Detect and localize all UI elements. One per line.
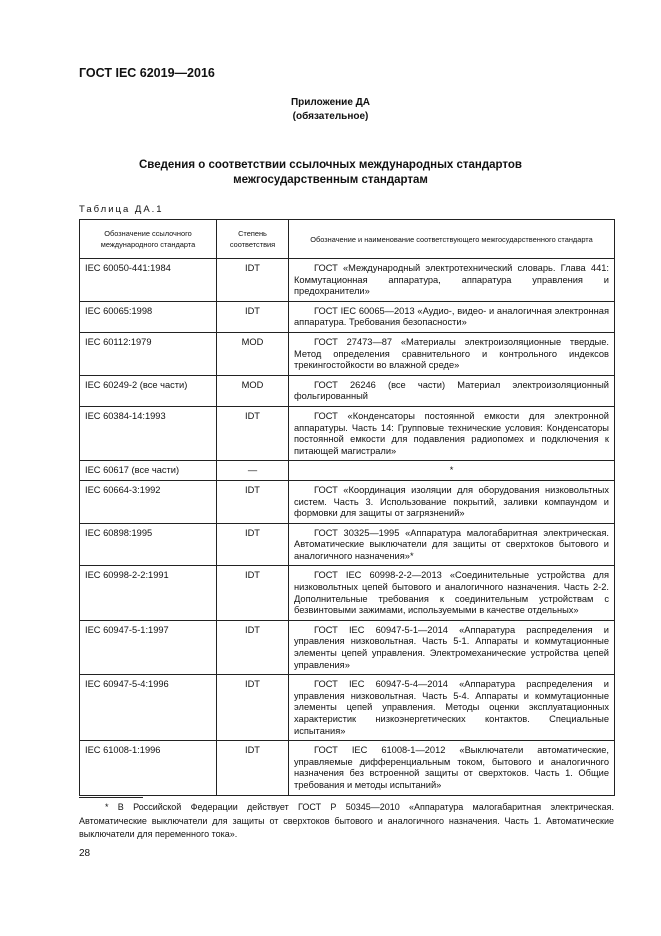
standard-text: ГОСТ IEC 61008-1—2012 «Выключатели автоматические, управляемые дифференциальным током, бытового и аналогичного назначения без встроенной защиты от сверхтоков. Часть 1. Общие требования и методы испытаний»	[294, 745, 609, 790]
degree-cell: IDT	[217, 259, 289, 302]
degree-cell: IDT	[217, 480, 289, 523]
reference-cell: IEC 61008-1:1996	[80, 741, 217, 795]
page-number: 28	[79, 848, 91, 859]
reference-cell: IEC 60249-2 (все части)	[80, 375, 217, 406]
reference-cell: IEC 60384-14:1993	[80, 406, 217, 460]
table-row	[80, 741, 615, 795]
standard-cell	[289, 301, 615, 332]
standard-cell: *	[289, 461, 615, 481]
table-row	[80, 375, 615, 406]
reference-cell: IEC 60947-5-4:1996	[80, 675, 217, 741]
table-caption: Таблица ДА.1	[79, 204, 164, 215]
reference-cell: IEC 60664-3:1992	[80, 480, 217, 523]
standard-text: ГОСТ «Международный электротехнический словарь. Глава 441: Коммутационная аппаратура, аппаратура управления и предохранители»	[294, 263, 609, 297]
standard-text: ГОСТ 27473—87 «Материалы электроизоляционные твердые. Метод определения сравнительного и контрольного индексов трекингостойкости во влажной среде»	[294, 336, 609, 371]
footnote: * В Российской Федерации действует ГОСТ Р 50345—2010 «Аппаратура малогабаритная электрическая. Автоматические выключатели для защиты от сверхтоков бытового и аналогичного назначения. Часть 1. Автоматические выключатели для переменного тока».	[79, 802, 614, 839]
header-interstate-standard: Обозначение и наименование соответствующего межгосударственного стандарта	[289, 220, 615, 259]
standard-text: ГОСТ 30325—1995 «Аппаратура малогабаритная электрическая. Автоматические выключатели для защиты от сверхтоков бытового и аналогичного назначения»*	[294, 527, 609, 561]
standard-cell	[289, 406, 615, 460]
table-row	[80, 566, 615, 620]
standard-text: ГОСТ IEC 60947-5-1—2014 «Аппаратура распределения и управления низковольтная. Часть 5-1. Аппараты и коммутационные элементы цепей управления. Электромеханические устройства цепей управления»	[294, 624, 609, 670]
table-row	[80, 332, 615, 375]
section-title	[0, 158, 661, 188]
reference-cell: IEC 60617 (все части)	[80, 461, 217, 481]
table-row	[80, 406, 615, 460]
table-row	[80, 523, 615, 566]
reference-cell: IEC 60947-5-1:1997	[80, 620, 217, 674]
table-row	[80, 620, 615, 674]
standard-text: ГОСТ IEC 60998-2-2—2013 «Соединительные устройства для низковольтных цепей бытового и аналогичного назначения. Часть 2-2. Дополнительные требования к соединительным устройствам с безвинтовыми зажимами, используемыми в качестве отдельных»	[294, 570, 609, 616]
degree-cell: MOD	[217, 375, 289, 406]
table-header-row	[80, 220, 615, 259]
section-title-line2: межгосударственным стандартам	[233, 174, 428, 186]
header-reference-standard: Обозначение ссылочного международного стандарта	[80, 220, 217, 259]
table-row	[80, 461, 615, 481]
header-degree: Степень соответствия	[217, 220, 289, 259]
reference-cell: IEC 60065:1998	[80, 301, 217, 332]
annex-title: Приложение ДА	[290, 97, 371, 108]
standard-cell	[289, 566, 615, 620]
standard-text: ГОСТ IEC 60947-5-4—2014 «Аппаратура распределения и управления низковольтная. Часть 5-4. Аппараты и коммутационные элементы цепей управления. Методы оценки эксплуатационных характеристик низкоэнергетических контактов. Специальные испытания»	[294, 679, 609, 736]
standard-cell	[289, 480, 615, 523]
table-row	[80, 301, 615, 332]
standard-text: ГОСТ «Координация изоляции для оборудования низковольтных систем. Часть 3. Использование покрытий, заливки компаундом и формовки для защиты от загрязнений»	[294, 484, 609, 519]
standard-cell	[289, 259, 615, 302]
standard-cell	[289, 620, 615, 674]
degree-cell: IDT	[217, 741, 289, 795]
reference-cell: IEC 60898:1995	[80, 523, 217, 566]
degree-cell: IDT	[217, 301, 289, 332]
degree-cell: IDT	[217, 566, 289, 620]
degree-cell: IDT	[217, 523, 289, 566]
table-row	[80, 480, 615, 523]
standard-cell	[289, 741, 615, 795]
standard-cell	[289, 675, 615, 741]
correspondence-table	[79, 219, 615, 796]
degree-cell: IDT	[217, 620, 289, 674]
reference-cell: IEC 60050-441:1984	[80, 259, 217, 302]
standard-cell	[289, 523, 615, 566]
standard-cell	[289, 375, 615, 406]
document-header: ГОСТ IEC 62019—2016	[79, 66, 215, 80]
degree-cell: —	[217, 461, 289, 481]
standard-cell	[289, 332, 615, 375]
table-row	[80, 675, 615, 741]
standard-text: ГОСТ IEC 60065—2013 «Аудио-, видео- и аналогичная электронная аппаратура. Требования безопасности»	[294, 305, 609, 328]
table-row	[80, 259, 615, 302]
standard-text: ГОСТ «Конденсаторы постоянной емкости для электронной аппаратуры. Часть 14: Групповые технические условия: Конденсаторы постоянной емкости для подавления радиопомех и подключения к питающей магистрали»	[294, 410, 609, 456]
annex-status: (обязательное)	[292, 111, 369, 122]
standard-text: ГОСТ 26246 (все части) Материал электроизоляционный фольгированный	[294, 379, 609, 402]
reference-cell: IEC 60998-2-2:1991	[80, 566, 217, 620]
degree-cell: IDT	[217, 675, 289, 741]
degree-cell: IDT	[217, 406, 289, 460]
annex-heading	[0, 96, 661, 124]
footnote-separator	[79, 797, 143, 798]
degree-cell: MOD	[217, 332, 289, 375]
section-title-line1: Сведения о соответствии ссылочных международных стандартов	[138, 159, 522, 171]
reference-cell: IEC 60112:1979	[80, 332, 217, 375]
